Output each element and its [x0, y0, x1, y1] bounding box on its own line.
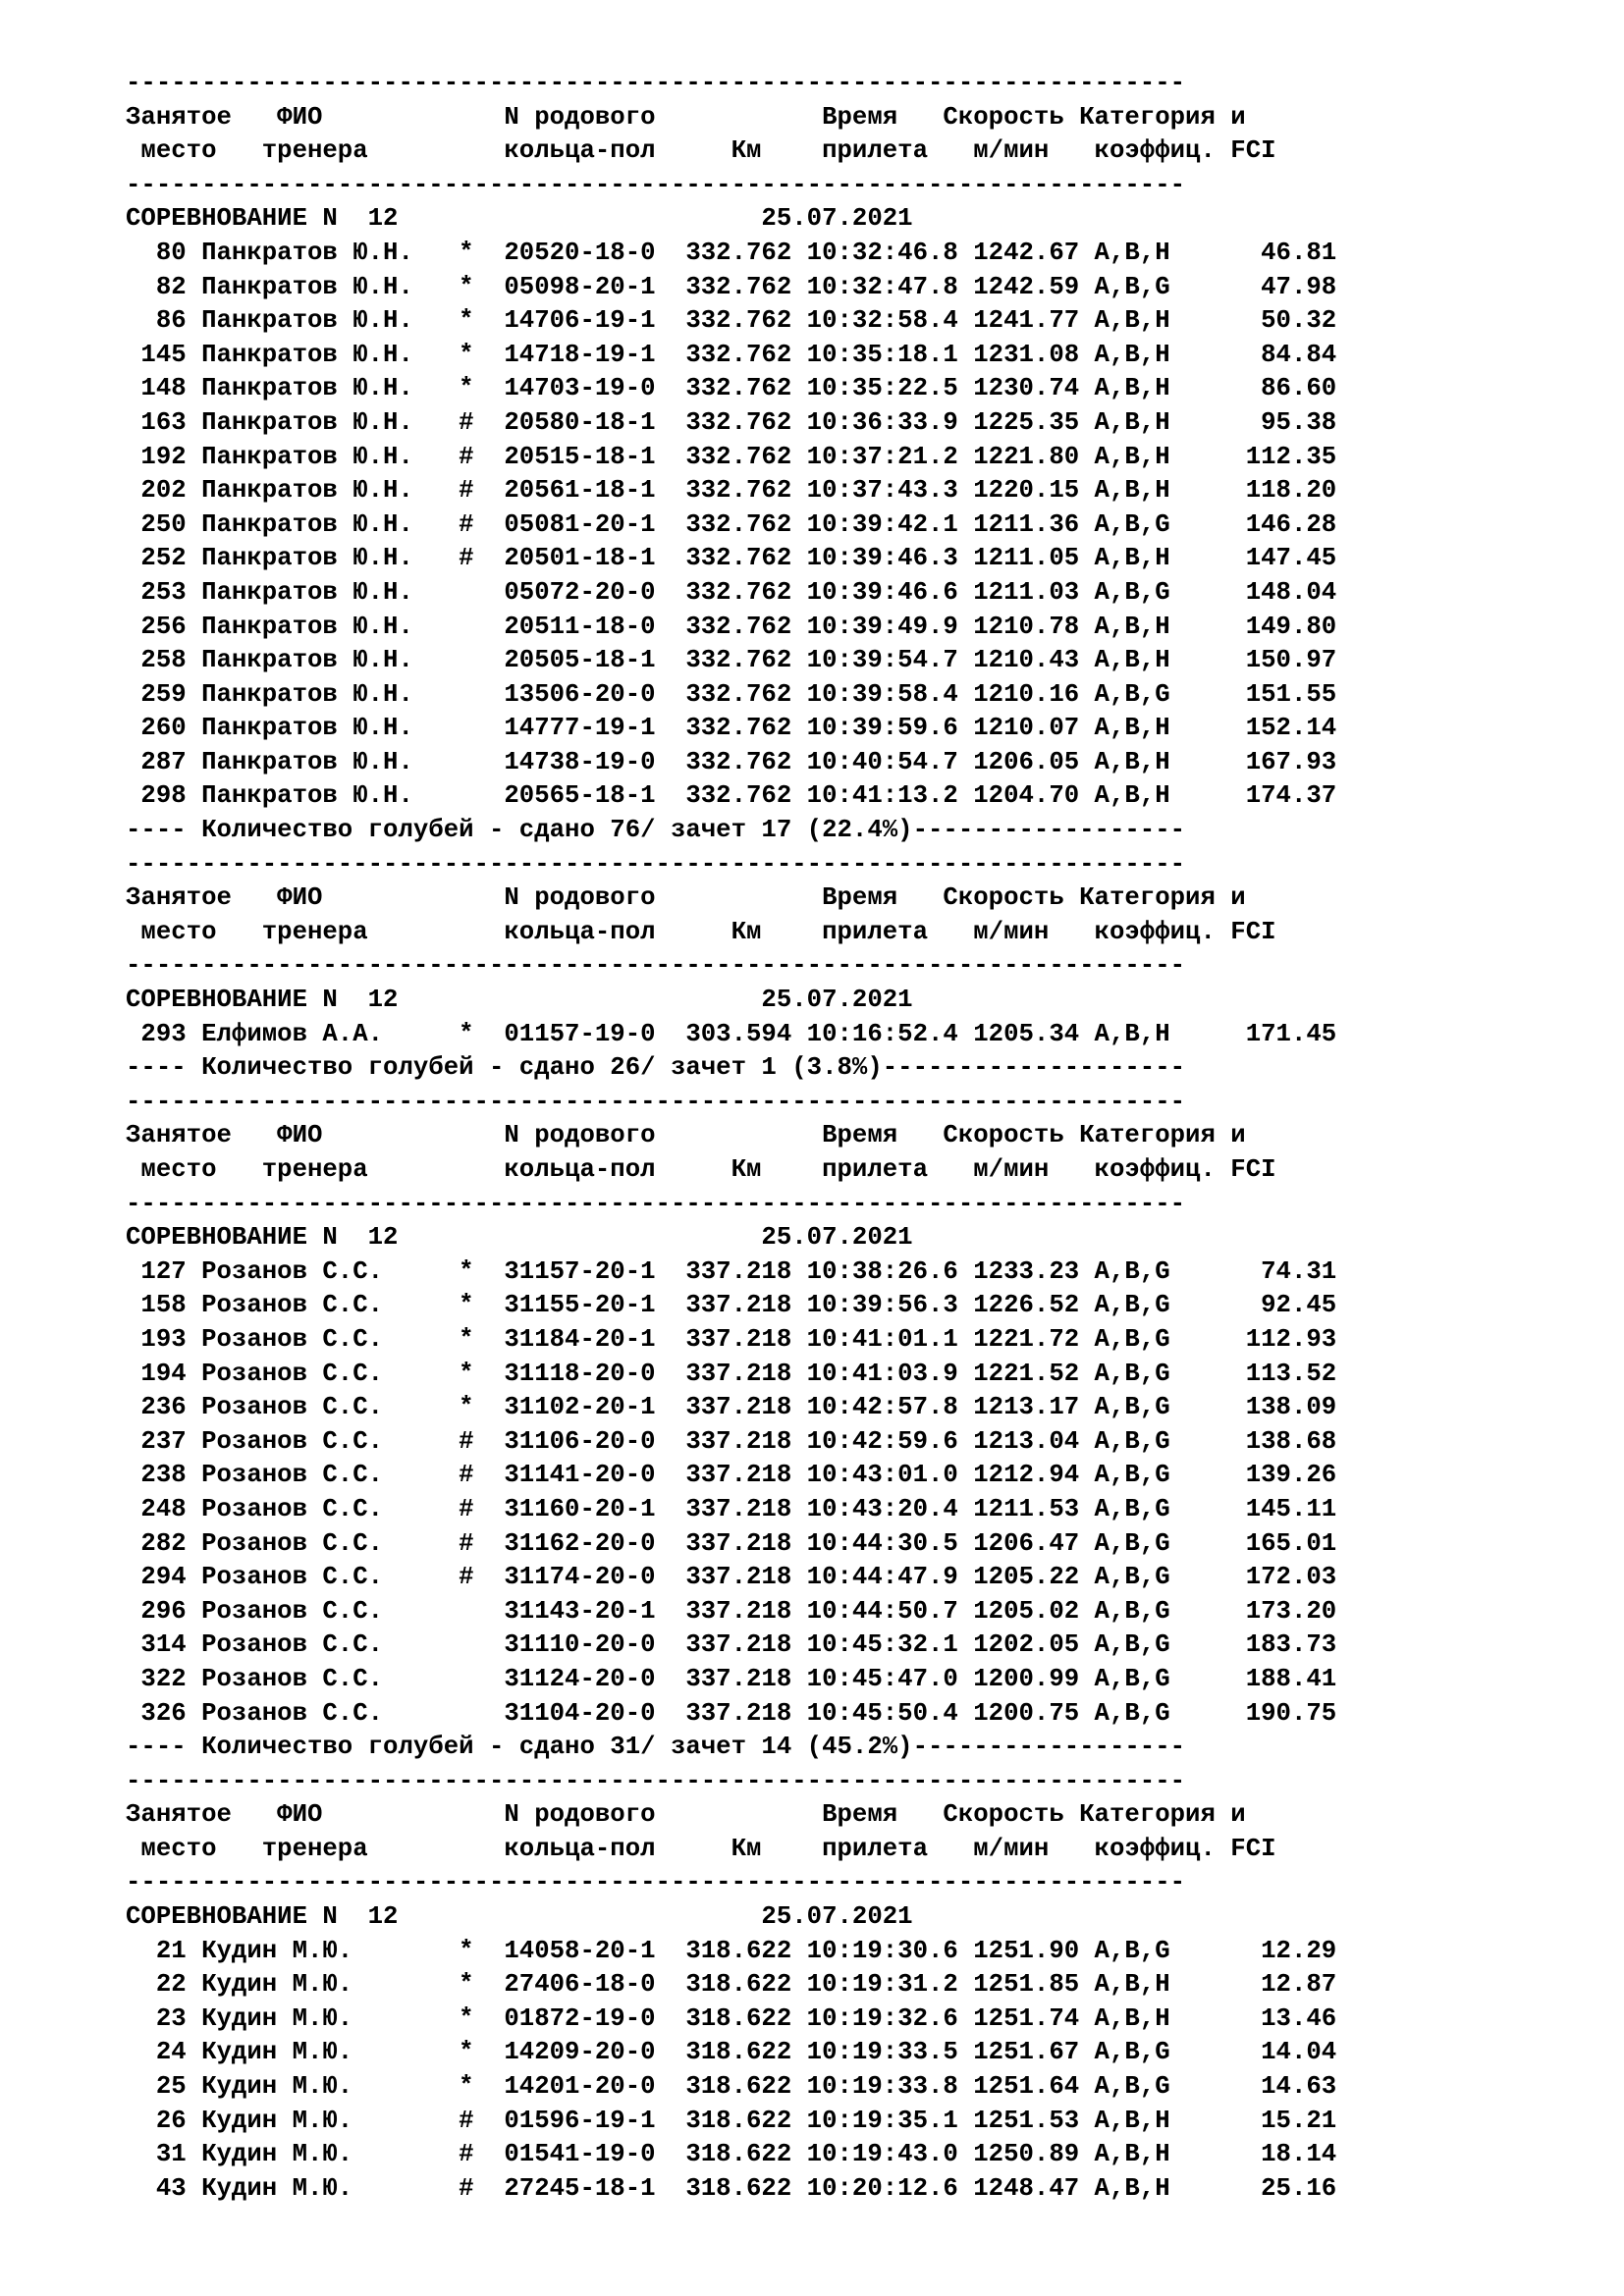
column-header-line-2: место тренера кольца-пол Км прилета м/мин коэффиц. FCI	[126, 917, 1276, 946]
separator-line: ----------------------------------------------------------------------	[126, 1189, 1186, 1218]
table-row: 238 Розанов С.С. # 31141-20-0 337.218 10:43:01.0 1212.94 A,B,G 139.26	[126, 1461, 1337, 1490]
table-row: 127 Розанов С.С. * 31157-20-1 337.218 10:38:26.6 1233.23 A,B,G 74.31	[126, 1256, 1337, 1286]
column-header-line-1: Занятое ФИО N родового Время Скорость Категория и	[126, 883, 1246, 913]
column-header-line-2: место тренера кольца-пол Км прилета м/мин коэффиц. FCI	[126, 1155, 1276, 1184]
summary-line: ---- Количество голубей - сдано 31/ зачет 14 (45.2%)------------------	[126, 1733, 1186, 1762]
summary-line: ---- Количество голубей - сдано 26/ зачет 1 (3.8%)--------------------	[126, 1053, 1186, 1083]
table-row: 282 Розанов С.С. # 31162-20-0 337.218 10:44:30.5 1206.47 A,B,G 165.01	[126, 1528, 1337, 1558]
table-row: 163 Панкратов Ю.Н. # 20580-18-1 332.762 10:36:33.9 1225.35 A,B,H 95.38	[126, 407, 1337, 437]
table-row: 293 Елфимов А.А. * 01157-19-0 303.594 10:16:52.4 1205.34 A,B,H 171.45	[126, 1019, 1337, 1048]
table-row: 250 Панкратов Ю.Н. # 05081-20-1 332.762 10:39:42.1 1211.36 A,B,G 146.28	[126, 509, 1337, 539]
table-row: 314 Розанов С.С. 31110-20-0 337.218 10:45:32.1 1202.05 A,B,G 183.73	[126, 1630, 1337, 1660]
table-row: 31 Кудин М.Ю. # 01541-19-0 318.622 10:19:43.0 1250.89 A,B,H 18.14	[126, 2140, 1337, 2169]
separator-line: ----------------------------------------------------------------------	[126, 1868, 1186, 1897]
table-row: 193 Розанов С.С. * 31184-20-1 337.218 10:41:01.1 1221.72 A,B,G 112.93	[126, 1324, 1337, 1354]
table-row: 259 Панкратов Ю.Н. 13506-20-0 332.762 10:39:58.4 1210.16 A,B,G 151.55	[126, 679, 1337, 709]
table-row: 23 Кудин М.Ю. * 01872-19-0 318.622 10:19:32.6 1251.74 A,B,H 13.46	[126, 2003, 1337, 2033]
table-row: 80 Панкратов Ю.Н. * 20520-18-0 332.762 10:32:46.8 1242.67 A,B,H 46.81	[126, 238, 1337, 267]
column-header-line-2: место тренера кольца-пол Км прилета м/мин коэффиц. FCI	[126, 136, 1276, 166]
table-row: 202 Панкратов Ю.Н. # 20561-18-1 332.762 10:37:43.3 1220.15 A,B,H 118.20	[126, 476, 1337, 506]
table-row: 26 Кудин М.Ю. # 01596-19-1 318.622 10:19:35.1 1251.53 A,B,H 15.21	[126, 2106, 1337, 2135]
table-row: 145 Панкратов Ю.Н. * 14718-19-1 332.762 10:35:18.1 1231.08 A,B,H 84.84	[126, 340, 1337, 369]
table-row: 148 Панкратов Ю.Н. * 14703-19-0 332.762 10:35:22.5 1230.74 A,B,H 86.60	[126, 374, 1337, 403]
separator-line: ----------------------------------------------------------------------	[126, 849, 1186, 879]
summary-line: ---- Количество голубей - сдано 76/ зачет 17 (22.4%)------------------	[126, 816, 1186, 845]
table-row: 192 Панкратов Ю.Н. # 20515-18-1 332.762 10:37:21.2 1221.80 A,B,H 112.35	[126, 442, 1337, 471]
table-row: 322 Розанов С.С. 31124-20-0 337.218 10:45:47.0 1200.99 A,B,G 188.41	[126, 1664, 1337, 1693]
table-row: 258 Панкратов Ю.Н. 20505-18-1 332.762 10:39:54.7 1210.43 A,B,H 150.97	[126, 646, 1337, 675]
table-row: 82 Панкратов Ю.Н. * 05098-20-1 332.762 10:32:47.8 1242.59 A,B,G 47.98	[126, 272, 1337, 301]
table-row: 158 Розанов С.С. * 31155-20-1 337.218 10:39:56.3 1226.52 A,B,G 92.45	[126, 1291, 1337, 1320]
table-row: 194 Розанов С.С. * 31118-20-0 337.218 10:41:03.9 1221.52 A,B,G 113.52	[126, 1359, 1337, 1388]
table-row: 298 Панкратов Ю.Н. 20565-18-1 332.762 10:41:13.2 1204.70 A,B,H 174.37	[126, 781, 1337, 811]
separator-line: ----------------------------------------------------------------------	[126, 1087, 1186, 1116]
table-row: 25 Кудин М.Ю. * 14201-20-0 318.622 10:19:33.8 1251.64 A,B,G 14.63	[126, 2072, 1337, 2102]
table-row: 256 Панкратов Ю.Н. 20511-18-0 332.762 10:39:49.9 1210.78 A,B,H 149.80	[126, 612, 1337, 641]
column-header-line-2: место тренера кольца-пол Км прилета м/мин коэффиц. FCI	[126, 1834, 1276, 1863]
table-row: 248 Розанов С.С. # 31160-20-1 337.218 10:43:20.4 1211.53 A,B,G 145.11	[126, 1494, 1337, 1523]
separator-line: ----------------------------------------------------------------------	[126, 951, 1186, 981]
table-row: 21 Кудин М.Ю. * 14058-20-1 318.622 10:19:30.6 1251.90 A,B,G 12.29	[126, 1936, 1337, 1965]
table-row: 260 Панкратов Ю.Н. 14777-19-1 332.762 10:39:59.6 1210.07 A,B,H 152.14	[126, 714, 1337, 743]
competition-line: СОРЕВНОВАНИЕ N 12 25.07.2021	[126, 1902, 913, 1932]
table-row: 236 Розанов С.С. * 31102-20-1 337.218 10:42:57.8 1213.17 A,B,G 138.09	[126, 1393, 1337, 1422]
table-row: 287 Панкратов Ю.Н. 14738-19-0 332.762 10:40:54.7 1206.05 A,B,H 167.93	[126, 747, 1337, 776]
table-row: 86 Панкратов Ю.Н. * 14706-19-1 332.762 10:32:58.4 1241.77 A,B,H 50.32	[126, 306, 1337, 336]
column-header-line-1: Занятое ФИО N родового Время Скорость Категория и	[126, 1121, 1246, 1150]
results-document	[126, 67, 1336, 2206]
table-row: 43 Кудин М.Ю. # 27245-18-1 318.622 10:20:12.6 1248.47 A,B,H 25.16	[126, 2173, 1337, 2203]
column-header-line-1: Занятое ФИО N родового Время Скорость Категория и	[126, 102, 1246, 132]
competition-line: СОРЕВНОВАНИЕ N 12 25.07.2021	[126, 204, 913, 234]
table-row: 24 Кудин М.Ю. * 14209-20-0 318.622 10:19:33.5 1251.67 A,B,G 14.04	[126, 2038, 1337, 2067]
separator-line: ----------------------------------------------------------------------	[126, 1766, 1186, 1795]
table-row: 252 Панкратов Ю.Н. # 20501-18-1 332.762 10:39:46.3 1211.05 A,B,H 147.45	[126, 544, 1337, 573]
separator-line: ----------------------------------------------------------------------	[126, 69, 1186, 97]
column-header-line-1: Занятое ФИО N родового Время Скорость Категория и	[126, 1800, 1246, 1830]
table-row: 326 Розанов С.С. 31104-20-0 337.218 10:45:50.4 1200.75 A,B,G 190.75	[126, 1698, 1337, 1728]
competition-line: СОРЕВНОВАНИЕ N 12 25.07.2021	[126, 986, 913, 1015]
table-row: 253 Панкратов Ю.Н. 05072-20-0 332.762 10:39:46.6 1211.03 A,B,G 148.04	[126, 577, 1337, 607]
separator-line: ----------------------------------------------------------------------	[126, 170, 1186, 199]
table-row: 294 Розанов С.С. # 31174-20-0 337.218 10:44:47.9 1205.22 A,B,G 172.03	[126, 1563, 1337, 1592]
table-row: 22 Кудин М.Ю. * 27406-18-0 318.622 10:19:31.2 1251.85 A,B,H 12.87	[126, 1970, 1337, 2000]
competition-line: СОРЕВНОВАНИЕ N 12 25.07.2021	[126, 1223, 913, 1253]
table-row: 296 Розанов С.С. 31143-20-1 337.218 10:44:50.7 1205.02 A,B,G 173.20	[126, 1596, 1337, 1626]
table-row: 237 Розанов С.С. # 31106-20-0 337.218 10:42:59.6 1213.04 A,B,G 138.68	[126, 1426, 1337, 1456]
